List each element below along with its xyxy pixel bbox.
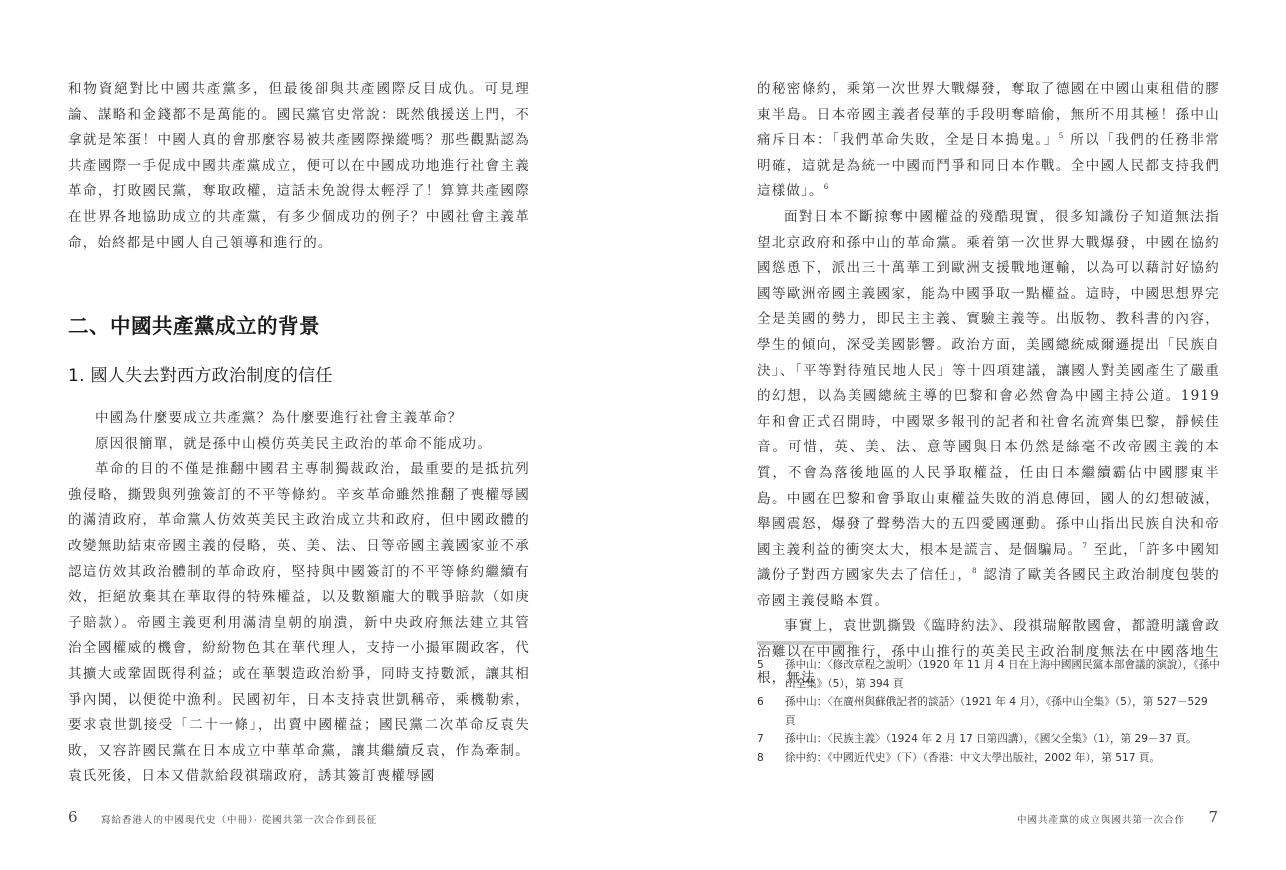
footnote-text: 孫中山：〈在廣州與蘇俄記者的談話〉（1921 年 4 月），《孫中山全集》（5），第 527－529 頁 — [785, 696, 1208, 727]
right-main-body — [757, 77, 1220, 691]
paragraph: 中國為什麼要成立共產黨？為什麼要進行社會主義革命？ — [95, 410, 463, 426]
text-run: 認清了歐美各國民主政治制度包裝的帝國主義侵略本質。 — [757, 567, 1220, 609]
text-run: 的秘密條約，乘第一次世界大戰爆發，奪取了德國在中國山東租借的膠東半島。日本帝國主義者侵華的手段明奪暗偷，無所不用其極！孫中山痛斥日本：「我們革命失敗，全是日本搗鬼。」 — [757, 81, 1220, 149]
footnote-ref[interactable]: 5 — [1058, 132, 1065, 141]
section-heading: 二、中國共產黨成立的背景 — [68, 314, 320, 338]
footnote-text: 徐中約：《中國近代史》（下）（香港：中文大學出版社，2002 年），第 517 頁。 — [785, 751, 1161, 764]
footnotes — [757, 656, 1220, 767]
footnote-ref[interactable]: 8 — [972, 567, 978, 576]
paragraph: 原因很簡單，就是孫中山模仿英美民主政治的革命不能成功。 — [95, 435, 492, 452]
text-run: 至此，「許多中國知識份子對西方國家失去了信任」， — [757, 541, 1220, 584]
running-head: 中國共產黨的成立與國共第一次合作 — [1016, 815, 1185, 826]
footnote-text: 孫中山：〈民族主義〉（1924 年 2 月 17 日第四講），《國父全集》（1），第 29－37 頁。 — [785, 733, 1197, 745]
text-run: 面對日本不斷掠奪中國權益的殘酷現實，很多知識份子知道無法指望北京政府和孫中山的革命黨。乘着第一次世界大戰爆發，中國在協約國慫恿下，派出三十萬華工到歐洲支援戰地運輸，以為可以藉討好協約國等歐洲帝國主義國家，能為中國爭取一點權益。這時，中國思想界完全是美國的勢力，即民主主義、實驗主義等。出版物、教科書的內容，學生的傾向，深受美國影響。政治方面，美國總統威爾遜提出「民族自決」、「平等對待殖民地人民」等十四項建議，讓國人對美國產生了嚴重的幻想，以為美國總統主導的巴黎和會必然會為中國主持公道。1919 年和會正式召開時，中國眾多報刊的記者和社會名流齊集巴黎，靜候佳音。可惜，英、美、法、意等國與日本仍然是絲毫不改帝國主義的本質，不會為落後地區的人民爭取權益，任由日本繼續霸佔中國膠東半島。中國在巴黎和會爭取山東權益失敗的消息傳回，國人的幻想破滅，舉國震怒，爆發了聲勢浩大的五四愛國運動。孫中山指出民族自決和帝國主義利益的衝突太大，根本是謊言、是個騙局。 — [757, 208, 1220, 558]
paragraph — [757, 205, 1220, 615]
footnote — [757, 656, 1220, 693]
footnote-text: 孫中山：〈修改章程之說明〉（1920 年 11 月 4 日在上海中國國民黨本部會議的演說），《孫中山全集》（5），第 394 頁 — [785, 659, 1220, 690]
page-number: 7 — [1208, 808, 1218, 826]
subsection-heading: 1. 國人失去對西方政治制度的信任 — [68, 366, 333, 386]
paragraph: 事實上，袁世凱撕毀《臨時約法》、段祺瑞解散國會，都證明議會政治難以在中國推行，孫中山推行的英美民主政治制度無法在中國落地生根，無法 — [757, 618, 1220, 686]
footnote — [757, 730, 1220, 749]
footnote — [757, 693, 1220, 730]
footnote-number: 6 — [757, 696, 764, 708]
left-top-paragraph — [68, 77, 530, 256]
footnote-ref[interactable]: 7 — [1082, 541, 1089, 550]
text-run: 所以「我們的任務非常明確，這就是為統一中國而鬥爭和同日本作戰。全中國人民都支持我們這樣做」。 — [757, 132, 1220, 200]
footnote-number: 7 — [757, 733, 764, 745]
footnote-number: 8 — [757, 751, 764, 764]
footnote-divider — [757, 641, 853, 645]
right-page — [643, 0, 1286, 870]
page-number: 6 — [68, 808, 78, 826]
paragraph — [757, 77, 1220, 205]
paragraph: 革命的目的不僅是推翻中國君主專制獨裁政治，最重要的是抵抗列強侵略，撕毀與列強簽訂的不平等條約。辛亥革命雖然推翻了喪權辱國的滿清政府，革命黨人仿效英美民主政治成立共和政府，但中國政體的改變無助結束帝國主義的侵略，英、美、法、日等帝國主義國家並不承認這仿效其政治體制的革命政府，堅持與中國簽訂的不平等條約繼續有效，拒絕放棄其在華取得的特殊權益，以及數額龐大的戰爭賠款（如庚子賠款）。帝國主義更利用滿清皇朝的崩潰，新中央政府無法建立其管治全國權威的機會，紛紛物色其在華代理人，支持一小撮軍閥政客，代其擴大或鞏固既得利益；或在華製造政治紛爭，同時支持數派，讓其相爭內鬨，以便從中漁利。民國初年，日本支持袁世凱稱帝，乘機勒索，要求袁世凱接受「二十一條」，出賣中國權益；國民黨二次革命反袁失敗，又容許國民黨在日本成立中華革命黨，讓其繼續反袁，作為牽制。袁氏死後，日本又借款給段祺瑞政府，誘其簽訂喪權辱國 — [68, 461, 530, 785]
paragraph: 和物資絕對比中國共產黨多，但最後卻與共產國際反目成仇。可見理論、謀略和金錢都不是萬能的。國民黨官史常說：既然俄援送上門，不拿就是笨蛋！中國人真的會那麼容易被共產國際操縱嗎？那些觀點認為共產國際一手促成中國共產黨成立，便可以在中國成功地進行社會主義革命，打敗國民黨，奪取政權，這話未免說得太輕浮了！算算共產國際在世界各地協助成立的共產黨，有多少個成功的例子？中國社會主義革命，始終都是中國人自己領導和進行的。 — [68, 81, 530, 251]
left-main-body — [68, 406, 530, 790]
running-head: 寫給香港人的中國現代史（中冊）· 從國共第一次合作到長征 — [101, 815, 378, 826]
footnote-number: 5 — [757, 659, 764, 671]
footnote-ref[interactable]: 6 — [823, 183, 830, 192]
footnote — [757, 749, 1220, 768]
